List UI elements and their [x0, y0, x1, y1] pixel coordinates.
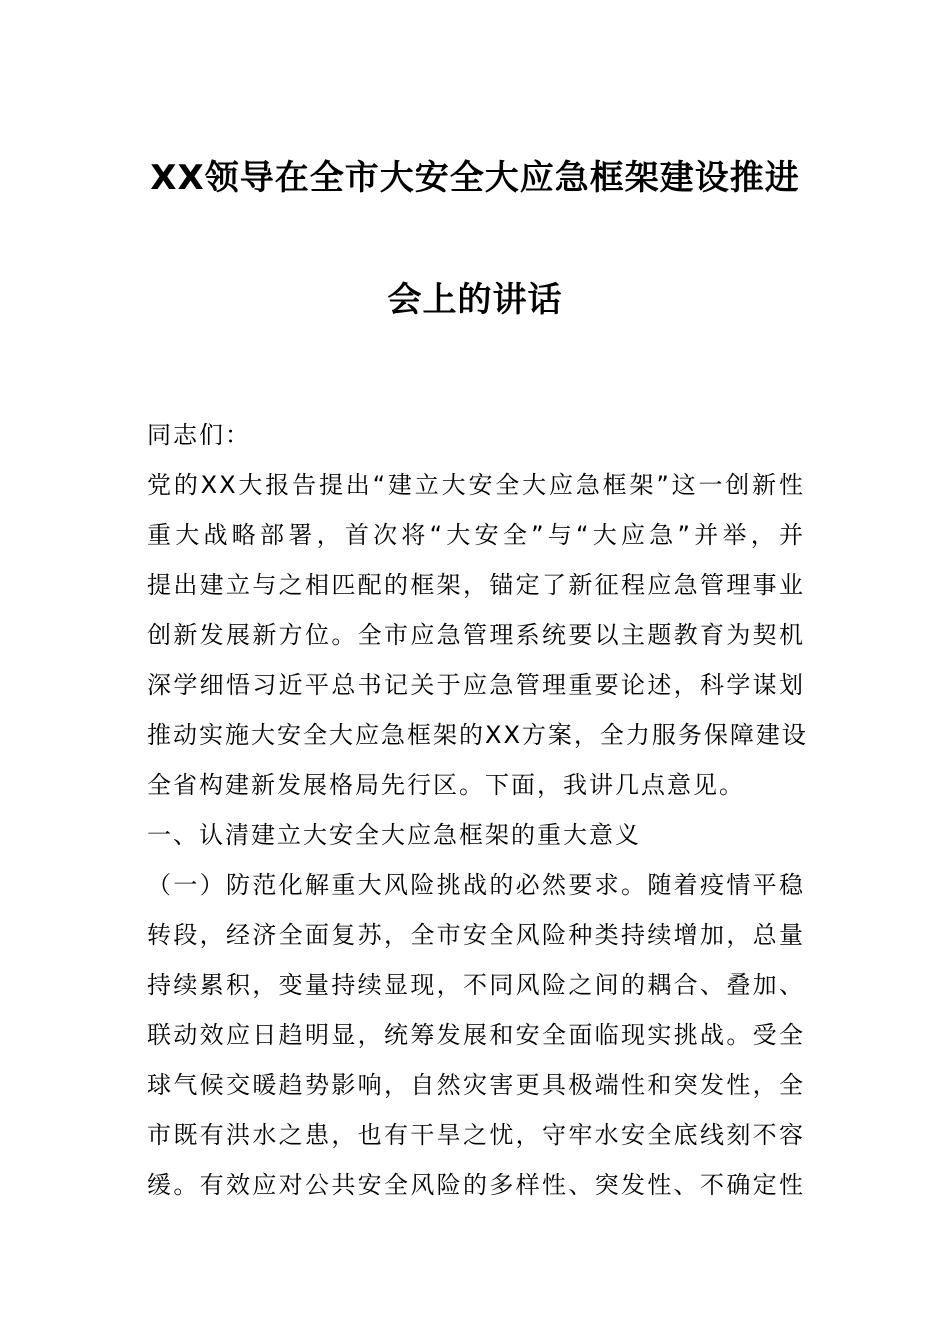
paragraph-line: 转段，经济全面复苏，全市安全风险种类持续增加，总量 — [147, 921, 805, 949]
document-body — [147, 410, 808, 1210]
paragraph-line: 党的XX大报告提出“建立大安全大应急框架”这一创新性 — [147, 471, 805, 499]
paragraph-line: 提出建立与之相匹配的框架，锚定了新征程应急管理事业 — [147, 571, 805, 599]
document-title-line-1: XX领导在全市大安全大应急框架建设推进 — [150, 158, 800, 198]
section-heading: 一、认清建立大安全大应急框架的重大意义 — [147, 821, 641, 849]
paragraph-line: 市既有洪水之患，也有干旱之忧，守牢水安全底线刻不容 — [147, 1121, 805, 1149]
paragraph-line: 全省构建新发展格局先行区。下面，我讲几点意见。 — [147, 771, 745, 799]
paragraph-line: 缓。有效应对公共安全风险的多样性、突发性、不确定性 — [147, 1171, 805, 1199]
paragraph-line: 推动实施大安全大应急框架的XX方案，全力服务保障建设 — [147, 721, 808, 749]
paragraph-line: 创新发展新方位。全市应急管理系统要以主题教育为契机 — [147, 621, 805, 649]
paragraph-line: 持续累积，变量持续显现，不同风险之间的耦合、叠加、 — [147, 971, 805, 999]
paragraph-line: 深学细悟习近平总书记关于应急管理重要论述，科学谋划 — [147, 671, 805, 699]
paragraph-line: 联动效应日趋明显，统筹发展和安全面临现实挑战。受全 — [147, 1021, 805, 1049]
salutation: 同志们： — [147, 421, 251, 449]
paragraph-line: 球气候交暖趋势影响，自然灾害更具极端性和突发性，全 — [147, 1071, 805, 1099]
paragraph-line: （一）防范化解重大风险挑战的必然要求。随着疫情平稳 — [147, 871, 805, 899]
document-title-line-2: 会上的讲话 — [387, 280, 563, 320]
paragraph-line: 重大战略部署，首次将“大安全”与“大应急”并举，并 — [147, 521, 805, 549]
